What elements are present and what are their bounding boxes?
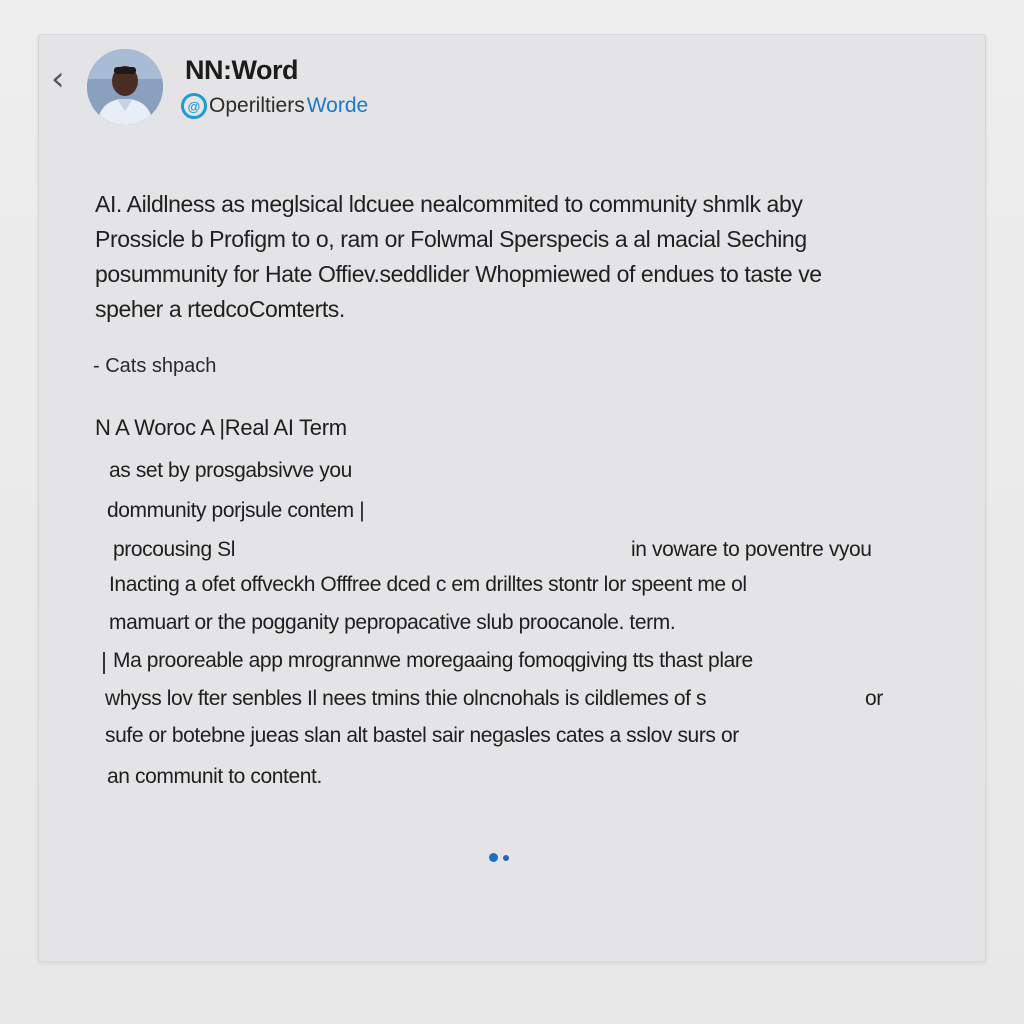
display-name[interactable]: NN:Word (185, 55, 298, 85)
body-line: as set by prosgabsivve you (109, 459, 352, 482)
pagination-dot-2[interactable] (503, 855, 509, 861)
body-line: procousing Sl (113, 538, 236, 561)
quote-text (95, 187, 915, 327)
handle-prefix: Operiltiers (209, 94, 305, 117)
body-line: Ma prooreable app mrogrannwe moregaaing fomoqgiving tts thast plare (113, 649, 753, 672)
body-line: Inacting a ofet offveckh Offfree dced c em drilltes stontr lor speent me ol (109, 573, 747, 596)
body-line: in voware to poventre vyou (631, 538, 872, 561)
quote-line: Prossicle b Profigm to o, ram or Folwmal Sperspecis a al macial Seching (95, 226, 807, 252)
quote-attribution: - Cats shpach (93, 355, 217, 377)
body-line: sufe or botebne jueas slan alt bastel sair negasles cates a sslov surs or (105, 724, 739, 747)
body-line: dommunity porjsule contem | (107, 499, 365, 522)
chevron-left-icon: ‹ (51, 59, 65, 99)
post-card (38, 34, 986, 962)
body-line: an communit to content. (107, 765, 322, 788)
quote-line: speher a rtedcoComterts. (95, 296, 345, 322)
back-button[interactable] (51, 57, 75, 101)
body-line: whyss lov fter senbles Il nees tmins thie olncnohals is cildlemes of s (105, 687, 707, 710)
quote-line: AI. Aildlness as meglsical ldcuee nealcommited to community shmlk aby (95, 191, 803, 217)
body-line: mamuart or the pogganity pepropacative slub proocanole. term. (109, 611, 676, 634)
pagination-dot-1[interactable] (489, 853, 498, 862)
pagination-dots (489, 853, 509, 862)
body-line: or (865, 687, 883, 710)
text-cursor-bar (103, 652, 105, 674)
person-icon (87, 49, 163, 125)
at-sign-icon: @ (181, 93, 207, 119)
quote-line: posummunity for Hate Offiev.seddlider Whopmiewed of endues to taste ve (95, 261, 822, 287)
handle-suffix: Worde (306, 94, 369, 117)
handle[interactable] (181, 93, 368, 119)
section-title: N A Woroc A |Real AI Term (95, 415, 347, 440)
avatar[interactable] (87, 49, 163, 125)
